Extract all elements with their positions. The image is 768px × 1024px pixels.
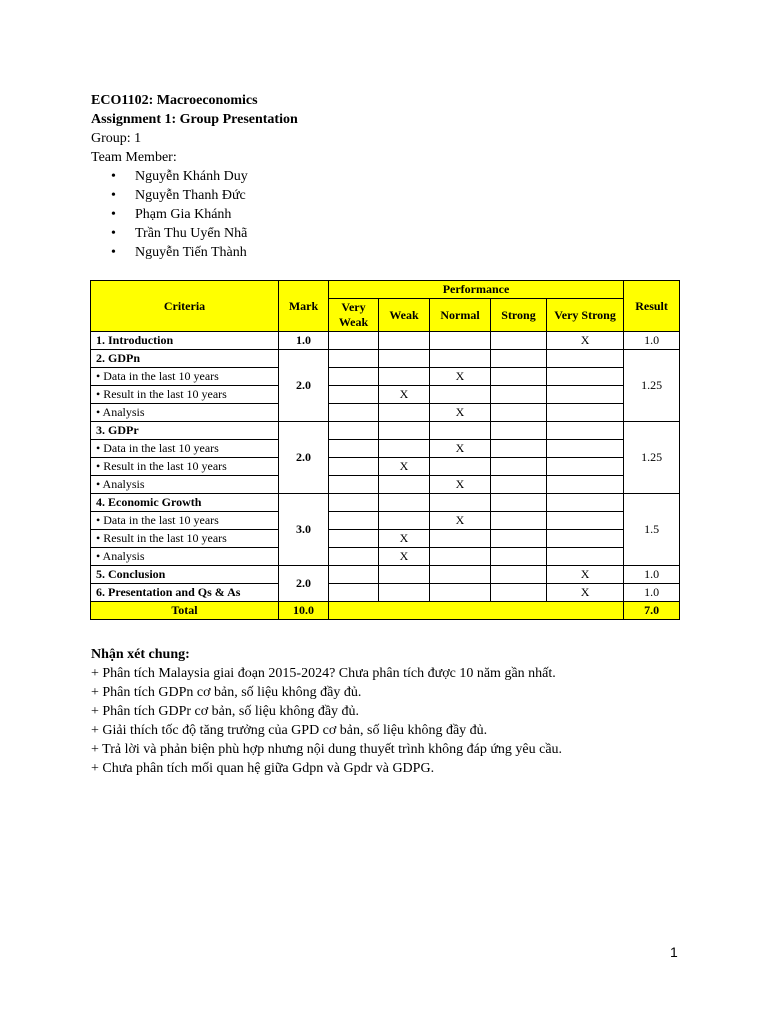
performance-cell [329, 476, 379, 494]
performance-cell: X [430, 404, 491, 422]
performance-cell [379, 368, 430, 386]
team-member-label: Team Member: [91, 150, 177, 165]
sub-criteria-label: • Analysis [91, 476, 279, 494]
performance-cell: X [547, 566, 624, 584]
sub-criteria-label: • Result in the last 10 years [91, 386, 279, 404]
mark-cell: 2.0 [279, 566, 329, 602]
criteria-row [91, 350, 680, 368]
grading-table [90, 280, 680, 620]
performance-cell [547, 350, 624, 368]
performance-cell [379, 422, 430, 440]
sub-criteria-row [91, 476, 680, 494]
performance-cell [547, 458, 624, 476]
performance-cell [379, 512, 430, 530]
sub-criteria-label: • Analysis [91, 404, 279, 422]
sub-criteria-row [91, 404, 680, 422]
sub-criteria-row [91, 458, 680, 476]
performance-cell [329, 332, 379, 350]
level-header-normal: Normal [430, 299, 491, 332]
sub-criteria-label: • Analysis [91, 548, 279, 566]
course-title: ECO1102: Macroeconomics [91, 93, 258, 108]
criteria-title: 2. GDPn [91, 350, 279, 368]
team-member-item [91, 243, 298, 262]
performance-cell [491, 494, 547, 512]
total-row [91, 602, 680, 620]
performance-cell [547, 422, 624, 440]
comment-line: + Phân tích Malaysia giai đoạn 2015-2024? Chưa phân tích được 10 năm gần nhất. [91, 666, 556, 681]
performance-cell [491, 332, 547, 350]
performance-cell [430, 458, 491, 476]
criteria-title: 1. Introduction [91, 332, 279, 350]
sub-criteria-label: • Data in the last 10 years [91, 512, 279, 530]
general-comments [91, 645, 562, 778]
team-member-item [91, 224, 298, 243]
performance-cell [547, 386, 624, 404]
sub-criteria-row [91, 530, 680, 548]
bullet-icon: • [111, 188, 116, 203]
performance-cell [329, 530, 379, 548]
comment-line: + Phân tích GDPn cơ bản, số liệu không đầy đủ. [91, 685, 362, 700]
sub-criteria-row [91, 386, 680, 404]
performance-cell [547, 548, 624, 566]
performance-cell [491, 440, 547, 458]
result-cell: 1.25 [624, 350, 680, 422]
performance-cell [379, 332, 430, 350]
performance-cell [329, 368, 379, 386]
performance-cell [491, 584, 547, 602]
team-member-item [91, 167, 298, 186]
level-header-weak: Weak [379, 299, 430, 332]
team-member-name: Nguyễn Khánh Duy [135, 169, 248, 184]
performance-cell [430, 350, 491, 368]
sub-criteria-label: • Data in the last 10 years [91, 368, 279, 386]
performance-cell [430, 332, 491, 350]
performance-cell: X [430, 476, 491, 494]
performance-cell [491, 368, 547, 386]
performance-cell [491, 350, 547, 368]
level-header-strong: Strong [491, 299, 547, 332]
performance-cell [491, 566, 547, 584]
total-result: 7.0 [624, 602, 680, 620]
team-member-list [91, 167, 298, 262]
performance-cell [329, 494, 379, 512]
team-member-item [91, 205, 298, 224]
criteria-row [91, 332, 680, 350]
sub-criteria-label: • Data in the last 10 years [91, 440, 279, 458]
performance-cell [491, 476, 547, 494]
bullet-icon: • [111, 169, 116, 184]
sub-criteria-label: • Result in the last 10 years [91, 458, 279, 476]
performance-cell [329, 404, 379, 422]
performance-cell [329, 548, 379, 566]
bullet-icon: • [111, 245, 116, 260]
performance-cell [379, 350, 430, 368]
mark-cell: 1.0 [279, 332, 329, 350]
assignment-title: Assignment 1: Group Presentation [91, 112, 298, 127]
mark-header: Mark [279, 281, 329, 332]
performance-cell [430, 494, 491, 512]
performance-cell: X [430, 440, 491, 458]
result-cell: 1.25 [624, 422, 680, 494]
criteria-row [91, 494, 680, 512]
criteria-row [91, 422, 680, 440]
performance-cell [491, 386, 547, 404]
team-member-name: Phạm Gia Khánh [135, 207, 232, 222]
criteria-header: Criteria [91, 281, 279, 332]
performance-cell: X [379, 548, 430, 566]
comment-line: + Phân tích GDPr cơ bản, số liệu không đầy đủ. [91, 704, 360, 719]
sub-criteria-row [91, 368, 680, 386]
performance-cell [379, 404, 430, 422]
performance-cell: X [379, 530, 430, 548]
performance-cell [379, 566, 430, 584]
performance-cell [379, 440, 430, 458]
performance-cell [329, 512, 379, 530]
performance-cell [379, 476, 430, 494]
mark-cell: 3.0 [279, 494, 329, 566]
performance-cell [547, 368, 624, 386]
performance-cell [430, 422, 491, 440]
group-label: Group: 1 [91, 131, 142, 146]
performance-cell: X [379, 386, 430, 404]
performance-cell: X [379, 458, 430, 476]
performance-cell [430, 584, 491, 602]
performance-cell [547, 440, 624, 458]
performance-cell [329, 584, 379, 602]
mark-cell: 2.0 [279, 350, 329, 422]
performance-cell [430, 530, 491, 548]
document-header [91, 91, 298, 262]
criteria-title: 4. Economic Growth [91, 494, 279, 512]
performance-cell [491, 422, 547, 440]
criteria-row [91, 584, 680, 602]
performance-cell [329, 422, 379, 440]
comment-line: + Chưa phân tích mối quan hệ giữa Gdpn và Gpdr và GDPG. [91, 761, 435, 776]
performance-cell [491, 548, 547, 566]
result-header: Result [624, 281, 680, 332]
level-header-very-strong: Very Strong [547, 299, 624, 332]
performance-cell: X [430, 512, 491, 530]
performance-cell [547, 530, 624, 548]
total-label: Total [91, 602, 279, 620]
performance-cell [547, 476, 624, 494]
performance-cell: X [547, 332, 624, 350]
performance-cell [430, 386, 491, 404]
comment-line: + Trả lời và phản biện phù hợp nhưng nội dung thuyết trình không đáp ứng yêu cầu. [91, 742, 563, 757]
mark-cell: 2.0 [279, 422, 329, 494]
performance-cell [379, 494, 430, 512]
performance-cell [430, 566, 491, 584]
level-header-very-weak: Very Weak [329, 299, 379, 332]
performance-cell [329, 440, 379, 458]
sub-criteria-row [91, 512, 680, 530]
result-cell: 1.0 [624, 332, 680, 350]
comments-title: Nhận xét chung: [91, 647, 190, 662]
sub-criteria-row [91, 440, 680, 458]
performance-cell [491, 458, 547, 476]
performance-cell [379, 584, 430, 602]
team-member-name: Trần Thu Uyển Nhã [135, 226, 248, 241]
result-cell: 1.5 [624, 494, 680, 566]
total-performance-cell [329, 602, 624, 620]
page-number: 1 [670, 944, 678, 960]
performance-cell [430, 548, 491, 566]
bullet-icon: • [111, 226, 116, 241]
team-member-name: Nguyễn Thanh Đức [135, 188, 246, 203]
criteria-title: 3. GDPr [91, 422, 279, 440]
performance-cell [491, 512, 547, 530]
performance-cell [329, 566, 379, 584]
comment-line: + Giải thích tốc độ tăng trưởng của GPD cơ bản, số liệu không đầy đủ. [91, 723, 488, 738]
performance-cell [491, 530, 547, 548]
grading-table-body [91, 332, 680, 620]
total-mark: 10.0 [279, 602, 329, 620]
sub-criteria-label: • Result in the last 10 years [91, 530, 279, 548]
performance-cell: X [547, 584, 624, 602]
result-cell: 1.0 [624, 566, 680, 584]
bullet-icon: • [111, 207, 116, 222]
criteria-row [91, 566, 680, 584]
performance-cell [329, 350, 379, 368]
criteria-title: 5. Conclusion [91, 566, 279, 584]
performance-header: Performance [329, 281, 624, 299]
performance-cell [329, 386, 379, 404]
criteria-title: 6. Presentation and Qs & As [91, 584, 279, 602]
sub-criteria-row [91, 548, 680, 566]
comment-lines [91, 664, 562, 778]
performance-cell [329, 458, 379, 476]
team-member-name: Nguyễn Tiến Thành [135, 245, 247, 260]
performance-cell: X [430, 368, 491, 386]
performance-cell [547, 404, 624, 422]
result-cell: 1.0 [624, 584, 680, 602]
performance-cell [547, 494, 624, 512]
performance-cell [547, 512, 624, 530]
performance-cell [491, 404, 547, 422]
team-member-item [91, 186, 298, 205]
